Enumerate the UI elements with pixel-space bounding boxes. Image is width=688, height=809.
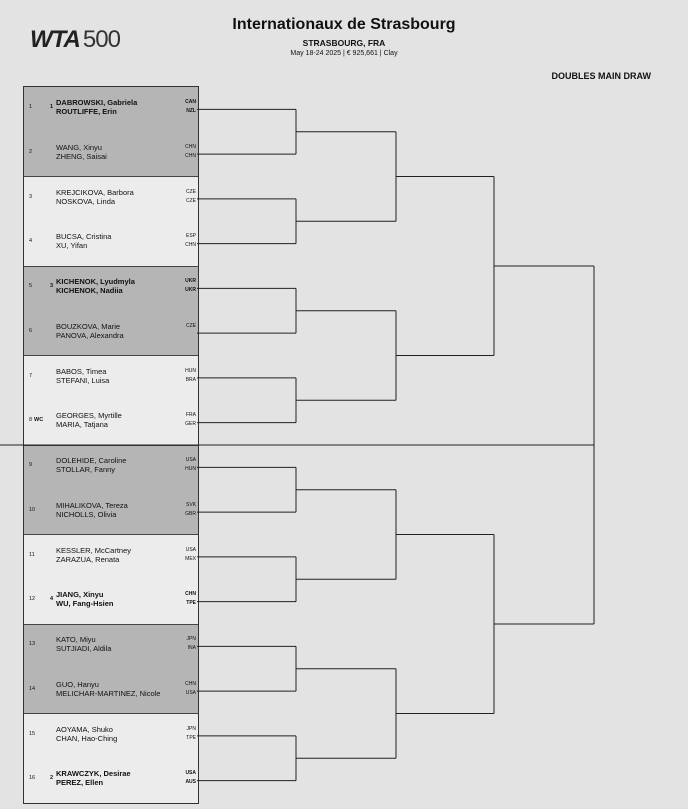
player-country: CZE [186,188,196,195]
draw-position: 11 [29,551,35,558]
player-country: CHN [185,152,196,159]
player-name: AOYAMA, Shuko [56,724,113,734]
player-country: INA [187,645,196,651]
player-country: USA [185,689,196,696]
player-country: CHN [185,591,196,598]
player-country: CZE [186,197,196,204]
player-country: USA [185,770,196,777]
draw-type-label: DOUBLES MAIN DRAW [551,71,651,81]
tournament-title: Internationaux de Strasbourg [232,16,456,33]
seed-label: 3 [50,283,54,289]
draw-position: 3 [29,193,33,200]
player-name: KATO, Miyu [56,635,96,644]
player-name: CHAN, Hao-Ching [56,733,118,743]
draw-position: 6 [29,327,33,334]
player-name: JIANG, Xinyu [56,590,104,600]
player-country: TPE [186,600,196,607]
draw-position: 12 [29,596,36,603]
player-country: UKR [185,278,196,284]
seed-label: 2 [50,775,54,782]
player-country: UKR [185,287,196,293]
logo-text: WTA [30,26,80,53]
player-country: CAN [185,99,196,105]
player-country: SVK [185,501,196,508]
draw-position: 14 [29,685,36,692]
draw-position: 13 [29,641,36,647]
player-name: XU, Yifan [56,241,88,251]
draw-position: 1 [29,104,33,110]
draw-position: 15 [29,730,36,737]
player-country: CHN [185,143,196,150]
player-name: ROUTLIFFE, Erin [56,107,117,116]
player-name: BABOS, Timea [56,366,107,376]
player-country: TPE [186,734,196,741]
tournament-details: May 18-24 2025 | € 925,661 | Clay [290,50,398,57]
player-country: NZL [186,108,196,114]
player-name: PANOVA, Alexandra [56,330,124,340]
player-name: GEORGES, Myrtille [56,411,122,421]
player-country: CHN [185,242,196,249]
player-country: HUN [185,367,196,374]
player-name: WANG, Xinyu [56,142,102,152]
draw-position: 4 [29,238,33,245]
player-name: DABROWSKI, Gabriela [56,98,138,107]
player-name: STOLLAR, Fanny [56,465,116,474]
tournament-location: STRASBOURG, FRA [302,38,386,48]
player-country: USA [185,546,196,553]
player-name: KICHENOK, Lyudmyla [56,277,135,286]
draw-position: 10 [29,506,36,513]
draw-position: 7 [29,372,33,379]
player-name: DOLEHIDE, Caroline [56,456,127,465]
draw-position: 9 [29,462,33,468]
player-name: ZHENG, Saisai [56,151,107,161]
player-country: GER [185,421,196,428]
player-name: MELICHAR-MARTINEZ, Nicole [56,688,161,698]
player-country: FRA [186,412,196,419]
player-country: ESP [185,233,196,240]
player-name: KREJCIKOVA, Barbora [56,187,134,197]
logo-number: 500 [82,26,120,53]
player-country: USA [185,457,196,463]
draw-position: 2 [29,148,33,155]
draw-position: 8 [29,417,33,424]
player-country: CHN [185,680,196,687]
player-name: GUO, Hanyu [56,679,99,689]
player-name: KRAWCZYK, Desirae [56,769,131,779]
player-country: HUN [185,466,196,472]
player-country: JPN [186,725,196,732]
player-name: NICHOLLS, Olivia [56,509,117,519]
draw-position: 5 [29,283,33,289]
player-name: BUCSA, Cristina [56,232,112,242]
player-name: BOUZKOVA, Marie [56,321,121,331]
player-country: BRA [185,376,196,383]
player-name: WU, Fang-Hsien [56,599,114,609]
player-country: MEX [185,555,196,562]
player-name: KESSLER, McCartney [56,545,132,555]
player-name: STEFANI, Luisa [56,375,110,385]
player-country: GBR [185,510,196,517]
player-country: AUS [185,779,196,786]
player-name: MIHALIKOVA, Tereza [56,500,128,510]
player-name: PEREZ, Ellen [56,778,104,788]
player-name: SUTJIADI, Aldila [56,644,112,653]
player-name: NOSKOVA, Linda [56,196,116,206]
player-country: JPN [186,636,196,642]
seed-label: 4 [50,596,54,603]
seed-label: 1 [50,104,54,110]
player-name: MARIA, Tatjana [56,420,108,430]
draw-position: 16 [29,775,36,782]
player-name: ZARAZUA, Renata [56,554,120,564]
player-country: CZE [186,322,196,329]
player-name: KICHENOK, Nadiia [56,286,123,295]
seed-label: WC [34,417,44,424]
